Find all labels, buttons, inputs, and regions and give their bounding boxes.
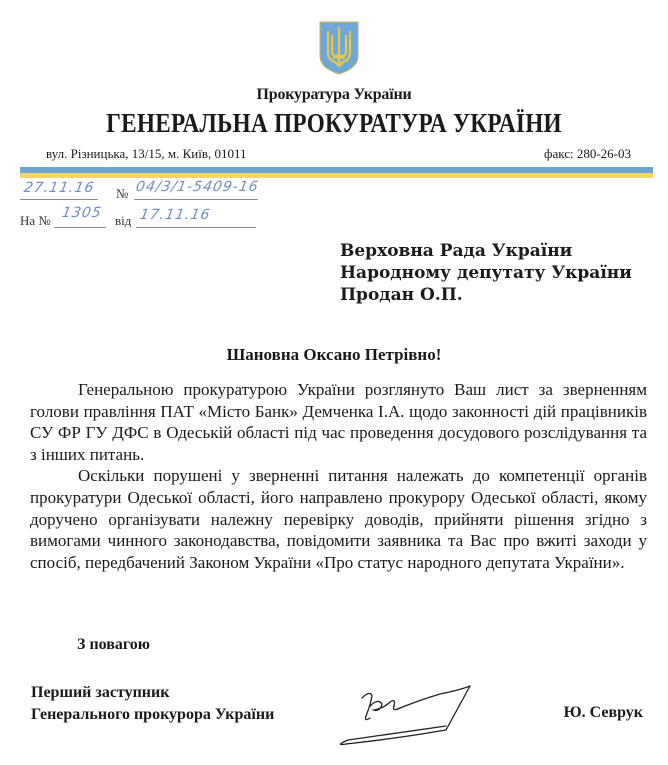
signatory-title-line: Перший заступник bbox=[31, 684, 170, 701]
from-label: від bbox=[115, 213, 132, 228]
reply-to-number-handwritten: 1305 bbox=[60, 205, 104, 221]
handwritten-signature-icon bbox=[300, 680, 520, 760]
addressee-line: Продан О.П. bbox=[340, 285, 463, 305]
org-name-heading: ГЕНЕРАЛЬНА ПРОКУРАТУРА УКРАЇНИ bbox=[106, 108, 562, 138]
outgoing-number-handwritten: 04/3/1-5409-16 bbox=[134, 179, 261, 195]
signatory-title bbox=[31, 682, 274, 726]
number-label: № bbox=[116, 186, 129, 201]
signatory-title-line: Генерального прокурора України bbox=[31, 706, 275, 723]
letter-body bbox=[30, 379, 647, 573]
org-parent-name: Прокуратура України bbox=[256, 86, 412, 103]
addressee-block bbox=[340, 240, 632, 306]
addressee-line: Народному депутату України bbox=[340, 263, 632, 283]
coat-of-arms-icon bbox=[318, 20, 360, 76]
reply-to-date-handwritten: 17.11.16 bbox=[138, 207, 212, 223]
reply-to-label: На № bbox=[20, 213, 51, 228]
flag-yellow-band bbox=[20, 173, 653, 178]
org-fax: факс: 280-26-03 bbox=[544, 146, 631, 161]
addressee-line: Верховна Рада України bbox=[340, 241, 573, 261]
greeting: Шановна Оксано Петрівно! bbox=[226, 345, 442, 364]
signatory-name: Ю. Севрук bbox=[563, 704, 643, 721]
org-address: вул. Різницька, 13/15, м. Київ, 01011 bbox=[46, 146, 247, 161]
flag-stripe-divider bbox=[20, 167, 653, 178]
body-paragraph: Оскільки порушені у зверненні питання належать до компетенції органів прокуратури Одеської області, його направлено прокурору Одеської області, якому доручено організувати належну перевірку доводів, прийняти рішення згідно з вимогами чинного законодавства, повідомити заявника та Вас про вжиті заходи у спосіб, передбачений Законом України «Про статус народного депутата України». bbox=[30, 466, 647, 572]
outgoing-date-handwritten: 27.11.16 bbox=[22, 180, 96, 196]
body-paragraph: Генеральною прокуратурою України розглянуто Ваш лист за зверненням голови правління ПАТ «Місто Банк» Демченка І.А. щодо законності дій працівників СУ ФР ГУ ДФС в Одеській області під час проведення досудового розслідування та з інших питань. bbox=[30, 380, 647, 464]
closing-salutation: З повагою bbox=[77, 636, 150, 653]
